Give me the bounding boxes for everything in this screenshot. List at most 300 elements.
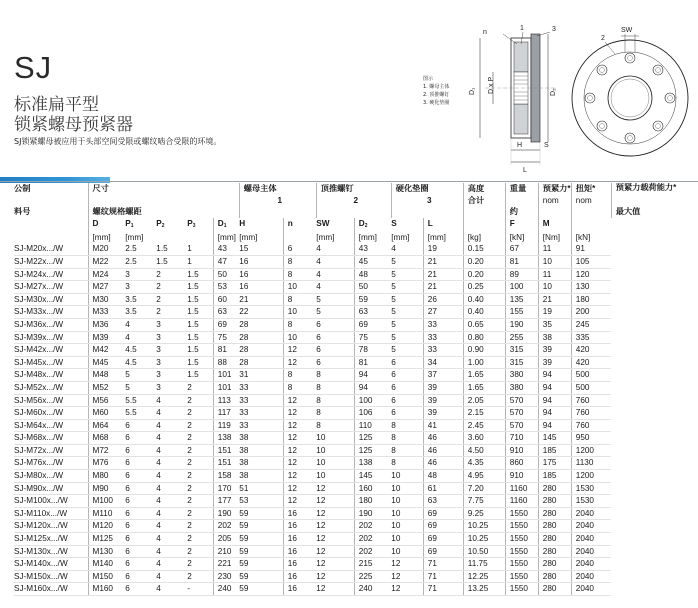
table-cell: 22 <box>239 306 283 319</box>
table-cell: 202 <box>354 520 391 533</box>
label-n: n <box>483 29 487 36</box>
col-preload: 预紧力* <box>538 183 571 195</box>
unit: [mm] <box>316 232 335 242</box>
table-cell: 69 <box>423 533 463 546</box>
table-cell: 6 <box>125 507 156 520</box>
table-cell: M30 <box>88 293 125 306</box>
table-cell: 12 <box>283 457 316 470</box>
table-cell: 2040 <box>571 520 611 533</box>
table-cell: 145 <box>354 470 391 483</box>
table-cell: 101 <box>213 381 239 394</box>
table-cell: 202 <box>213 520 239 533</box>
table-cell: 230 <box>213 570 239 583</box>
unit: [mm] <box>213 232 239 244</box>
table-cell: 2 <box>187 533 213 546</box>
table-cell: 570 <box>505 394 538 407</box>
unit: [kg] <box>463 232 505 244</box>
table-cell: M140 <box>88 558 125 571</box>
table-cell: 202 <box>354 533 391 546</box>
table-row <box>14 281 676 294</box>
table-cell: 2 <box>187 381 213 394</box>
col-metric: 公制 <box>14 184 31 193</box>
col-washer: 硬化垫圈 <box>391 183 463 195</box>
table-cell: 19 <box>423 243 463 255</box>
table-cell: 1.00 <box>463 356 505 369</box>
table-cell: 1.65 <box>463 381 505 394</box>
table-cell: 59 <box>239 558 283 571</box>
table-cell: 1160 <box>505 482 538 495</box>
table-cell: 39 <box>423 407 463 420</box>
table-cell: 255 <box>505 331 538 344</box>
table-cell: M39 <box>88 331 125 344</box>
table-cell: 910 <box>505 470 538 483</box>
table-cell: 125 <box>354 444 391 457</box>
table-cell: 4 <box>125 318 156 331</box>
table-cell: 1.5 <box>187 268 213 281</box>
table-cell: 860 <box>505 457 538 470</box>
table-cell: 3 <box>125 281 156 294</box>
table-cell: 12 <box>316 583 354 596</box>
table-cell: 16 <box>283 507 316 520</box>
table-cell: 81 <box>505 255 538 268</box>
table-cell: 21 <box>239 293 283 306</box>
group-number-1: 1 <box>239 195 316 207</box>
table-cell: 2 <box>187 570 213 583</box>
table-cell: 6 <box>125 444 156 457</box>
table-cell: 94 <box>538 407 571 420</box>
table-cell: 6 <box>283 243 316 255</box>
table-cell: 280 <box>538 570 571 583</box>
table-cell: 21 <box>423 255 463 268</box>
part-number-cell: SJ-M68x.../W <box>14 432 88 445</box>
technical-drawing <box>445 22 695 177</box>
table-cell: 81 <box>213 344 239 357</box>
table-cell: 26 <box>423 293 463 306</box>
table-row <box>14 407 676 420</box>
table-cell: 0.15 <box>463 243 505 255</box>
table-cell: 71 <box>423 558 463 571</box>
table-cell: 43 <box>213 243 239 255</box>
part-number-cell: SJ-M30x.../W <box>14 293 88 306</box>
table-cell: 94 <box>354 381 391 394</box>
table-cell: M160 <box>88 583 125 596</box>
table-cell: 10 <box>391 545 423 558</box>
table-cell: 10 <box>316 470 354 483</box>
table-cell: 2.5 <box>125 243 156 255</box>
table-cell: 21 <box>423 268 463 281</box>
table-cell: 1550 <box>505 545 538 558</box>
table-cell: 39 <box>423 394 463 407</box>
symbol: P <box>156 218 162 228</box>
table-cell: 130 <box>571 281 611 294</box>
table-cell: 910 <box>505 444 538 457</box>
table-cell: 2.5 <box>125 255 156 268</box>
table-cell: 2.45 <box>463 419 505 432</box>
table-cell: 6 <box>391 394 423 407</box>
part-number-cell: SJ-M20x.../W <box>14 243 88 255</box>
front-view <box>572 34 688 156</box>
symbol: L <box>427 218 433 228</box>
table-cell: 6 <box>391 356 423 369</box>
table-cell: 12 <box>283 470 316 483</box>
part-number-cell: SJ-M90x.../W <box>14 482 88 495</box>
part-number-cell: SJ-M27x.../W <box>14 281 88 294</box>
table-cell: 67 <box>505 243 538 255</box>
table-row <box>14 470 676 483</box>
table-cell: 88 <box>213 356 239 369</box>
table-cell: 59 <box>239 533 283 546</box>
table-cell: 8 <box>283 318 316 331</box>
table-row <box>14 444 676 457</box>
table-cell: 210 <box>213 545 239 558</box>
table-cell: 33 <box>423 318 463 331</box>
table-cell: 155 <box>505 306 538 319</box>
table-cell: 4 <box>156 520 187 533</box>
table-cell: 420 <box>571 356 611 369</box>
table-cell: 2.15 <box>463 407 505 420</box>
table-cell: 75 <box>213 331 239 344</box>
table-cell: 28 <box>239 344 283 357</box>
table-cell: 28 <box>239 356 283 369</box>
part-number-cell: SJ-M45x.../W <box>14 356 88 369</box>
table-cell: 59 <box>239 507 283 520</box>
table-cell: 2 <box>187 419 213 432</box>
table-cell: 4 <box>156 457 187 470</box>
table-cell: 6 <box>391 381 423 394</box>
label-d1: D₁ <box>469 87 476 95</box>
part-number-cell: SJ-M125x.../W <box>14 533 88 546</box>
table-cell: 12 <box>283 419 316 432</box>
table-cell: M60 <box>88 407 125 420</box>
table-cell: 33 <box>239 381 283 394</box>
table-cell: 202 <box>354 545 391 558</box>
table-cell: 6 <box>391 407 423 420</box>
table-cell: M22 <box>88 255 125 268</box>
unit: [mm] <box>354 232 391 244</box>
table-cell: 38 <box>239 432 283 445</box>
table-cell: 33 <box>239 419 283 432</box>
table-cell: 39 <box>538 356 571 369</box>
table-cell: 138 <box>213 432 239 445</box>
part-number-cell: SJ-M24x.../W <box>14 268 88 281</box>
symbol-sub: 1 <box>130 222 134 229</box>
table-cell: 380 <box>505 369 538 382</box>
table-cell: 35 <box>538 318 571 331</box>
part-number-cell: SJ-M22x.../W <box>14 255 88 268</box>
table-row <box>14 432 676 445</box>
table-cell: 71 <box>423 583 463 596</box>
table-cell: 4 <box>156 495 187 508</box>
table-cell: 4.95 <box>463 470 505 483</box>
table-cell: 43 <box>354 243 391 255</box>
table-cell: 2 <box>187 457 213 470</box>
table-cell: 63 <box>213 306 239 319</box>
symbol: P <box>125 218 131 228</box>
table-cell: M20 <box>88 243 125 255</box>
table-cell: 46 <box>423 432 463 445</box>
table-cell: 5 <box>391 344 423 357</box>
col-torque: 扭矩* <box>571 183 611 195</box>
part-number-cell: SJ-M80x.../W <box>14 470 88 483</box>
table-cell: 38 <box>239 444 283 457</box>
label-1: 1 <box>520 25 524 32</box>
table-cell: 10 <box>538 255 571 268</box>
table-cell: 1200 <box>571 444 611 457</box>
product-subtitle: 标准扁平型 <box>14 95 99 115</box>
table-cell: 6 <box>316 356 354 369</box>
table-cell: 1.5 <box>187 293 213 306</box>
table-cell: 8 <box>283 381 316 394</box>
table-cell: 6 <box>125 457 156 470</box>
height-sub: 合计 <box>463 195 505 207</box>
table-cell: 710 <box>505 432 538 445</box>
table-cell: 4 <box>156 470 187 483</box>
table-cell: 760 <box>571 394 611 407</box>
table-cell: 315 <box>505 344 538 357</box>
table-cell: 63 <box>354 306 391 319</box>
table-cell: 8 <box>316 407 354 420</box>
table-cell: 38 <box>538 331 571 344</box>
part-number-cell: SJ-M160x.../W <box>14 583 88 596</box>
table-cell: 180 <box>571 293 611 306</box>
table-cell: 119 <box>213 419 239 432</box>
part-number-cell: SJ-M56x.../W <box>14 394 88 407</box>
table-cell: 280 <box>538 520 571 533</box>
table-cell: M120 <box>88 520 125 533</box>
table-cell: 94 <box>538 419 571 432</box>
table-cell: 12 <box>316 482 354 495</box>
table-cell: 16 <box>283 583 316 596</box>
table-cell: 1550 <box>505 570 538 583</box>
table-cell: 1550 <box>505 533 538 546</box>
table-cell: 12 <box>316 520 354 533</box>
table-cell: 570 <box>505 407 538 420</box>
table-cell: 200 <box>571 306 611 319</box>
table-cell: 16 <box>239 268 283 281</box>
table-cell: 16 <box>239 281 283 294</box>
table-cell: 45 <box>354 255 391 268</box>
unit: [mm] <box>88 232 125 244</box>
label-dxp: D x P <box>488 76 495 94</box>
table-cell: 46 <box>423 457 463 470</box>
table-cell: 6 <box>125 419 156 432</box>
table-cell: 570 <box>505 419 538 432</box>
table-cell: 2 <box>187 394 213 407</box>
symbol: H <box>239 218 246 228</box>
table-cell: 3 <box>125 268 156 281</box>
table-cell: 280 <box>538 482 571 495</box>
table-cell: 6 <box>125 570 156 583</box>
capacity-sub: 最大值 <box>611 206 676 218</box>
part-number-cell: SJ-M42x.../W <box>14 344 88 357</box>
table-cell: 0.90 <box>463 344 505 357</box>
page-title: SJ <box>14 50 53 85</box>
table-row <box>14 293 676 306</box>
table-cell: 5.5 <box>125 394 156 407</box>
part-number-cell: SJ-M110x.../W <box>14 507 88 520</box>
table-cell: 33 <box>423 344 463 357</box>
table-cell: 91 <box>571 243 611 255</box>
table-cell: 12 <box>283 495 316 508</box>
table-cell: 5 <box>391 281 423 294</box>
table-cell: 100 <box>354 394 391 407</box>
table-cell: 1550 <box>505 583 538 596</box>
table-cell: 59 <box>239 570 283 583</box>
table-cell: 12 <box>316 533 354 546</box>
label-sw: SW <box>621 27 633 34</box>
table-cell: 8 <box>316 394 354 407</box>
table-cell: 3 <box>156 369 187 382</box>
table-row <box>14 381 676 394</box>
table-cell: 16 <box>239 255 283 268</box>
table-cell: 94 <box>538 369 571 382</box>
table-cell: 185 <box>538 444 571 457</box>
table-cell: 6 <box>125 558 156 571</box>
part-number-cell: SJ-M72x.../W <box>14 444 88 457</box>
table-cell: 5 <box>316 306 354 319</box>
table-cell: - <box>187 583 213 596</box>
table-cell: 11.75 <box>463 558 505 571</box>
group-number-3: 3 <box>391 195 463 207</box>
table-cell: 6 <box>125 583 156 596</box>
table-cell: 205 <box>213 533 239 546</box>
table-cell: 3 <box>156 356 187 369</box>
table-row <box>14 495 676 508</box>
table-cell: 10 <box>391 533 423 546</box>
table-cell: 94 <box>354 369 391 382</box>
unit: [Nm] <box>538 232 571 244</box>
group-number-2: 2 <box>316 195 391 207</box>
table-cell: 4 <box>156 545 187 558</box>
table-cell: 4 <box>156 482 187 495</box>
table-cell: 1.5 <box>187 344 213 357</box>
table-cell: 10 <box>283 331 316 344</box>
table-cell: 280 <box>538 533 571 546</box>
table-cell: 2 <box>156 293 187 306</box>
table-cell: 240 <box>354 583 391 596</box>
part-number-cell: SJ-M39x.../W <box>14 331 88 344</box>
table-cell: 8 <box>316 419 354 432</box>
table-cell: 69 <box>423 520 463 533</box>
spec-table-body <box>14 243 676 595</box>
table-cell: 2 <box>187 470 213 483</box>
table-cell: 145 <box>538 432 571 445</box>
unit: [mm] <box>125 232 144 242</box>
part-number-cell: SJ-M130x.../W <box>14 545 88 558</box>
table-cell: 2 <box>187 507 213 520</box>
table-cell: 12 <box>283 356 316 369</box>
table-cell: 175 <box>538 457 571 470</box>
table-cell: 110 <box>354 419 391 432</box>
table-cell: 10 <box>283 281 316 294</box>
table-cell: 5 <box>125 369 156 382</box>
table-cell: 1160 <box>505 495 538 508</box>
table-row <box>14 520 676 533</box>
table-cell: 69 <box>423 545 463 558</box>
table-cell: 47 <box>213 255 239 268</box>
table-cell: 28 <box>239 331 283 344</box>
table-cell: 2 <box>187 495 213 508</box>
table-cell: 0.25 <box>463 281 505 294</box>
table-cell: 89 <box>505 268 538 281</box>
group-header-row <box>14 183 676 195</box>
table-cell: 1 <box>187 243 213 255</box>
table-cell: 46 <box>423 444 463 457</box>
table-cell: 180 <box>354 495 391 508</box>
table-cell: 16 <box>283 545 316 558</box>
table-cell: 2 <box>187 558 213 571</box>
table-cell: 1.5 <box>187 331 213 344</box>
table-cell: 8 <box>283 293 316 306</box>
table-cell: 1200 <box>571 470 611 483</box>
legend-item: 1. 螺母主体 <box>423 84 450 90</box>
table-cell: 38 <box>239 457 283 470</box>
table-cell: 1130 <box>571 457 611 470</box>
table-cell: 4 <box>156 394 187 407</box>
table-cell: 1.5 <box>187 306 213 319</box>
table-cell: 420 <box>571 344 611 357</box>
table-row <box>14 507 676 520</box>
table-cell: 177 <box>213 495 239 508</box>
table-cell: 8 <box>391 419 423 432</box>
table-cell: 10.50 <box>463 545 505 558</box>
table-cell: 117 <box>213 407 239 420</box>
table-cell: 51 <box>239 482 283 495</box>
table-row <box>14 268 676 281</box>
table-cell: 10.25 <box>463 533 505 546</box>
table-cell: 1.5 <box>187 356 213 369</box>
table-row <box>14 558 676 571</box>
table-row <box>14 583 676 596</box>
table-cell: 2 <box>156 306 187 319</box>
table-cell: 5 <box>316 293 354 306</box>
table-cell: 6 <box>125 432 156 445</box>
table-cell: 2 <box>187 482 213 495</box>
label-2: 2 <box>601 35 605 42</box>
symbol-sub: 1 <box>223 222 227 229</box>
table-row <box>14 255 676 268</box>
table-cell: 10 <box>391 482 423 495</box>
table-cell: 10 <box>316 444 354 457</box>
table-cell: 2 <box>187 432 213 445</box>
table-cell: 41 <box>423 419 463 432</box>
table-cell: 33 <box>423 331 463 344</box>
table-cell: 245 <box>571 318 611 331</box>
table-cell: 3.5 <box>125 293 156 306</box>
table-cell: 75 <box>354 331 391 344</box>
table-cell: 760 <box>571 419 611 432</box>
col-height: 高度 <box>463 183 505 195</box>
table-cell: 11 <box>538 268 571 281</box>
table-cell: 8 <box>283 268 316 281</box>
torque-sub: nom <box>571 195 611 207</box>
table-cell: 8 <box>283 255 316 268</box>
table-cell: 1.5 <box>156 255 187 268</box>
table-cell: 4 <box>156 419 187 432</box>
table-cell: 280 <box>538 558 571 571</box>
table-cell: 59 <box>354 293 391 306</box>
table-cell: 34 <box>423 356 463 369</box>
table-cell: 12 <box>283 344 316 357</box>
table-cell: 4 <box>125 331 156 344</box>
table-cell: 59 <box>239 520 283 533</box>
table-row <box>14 545 676 558</box>
table-cell: 6 <box>125 520 156 533</box>
table-cell: 6 <box>316 318 354 331</box>
table-cell: 1530 <box>571 495 611 508</box>
table-cell: 4 <box>316 243 354 255</box>
table-cell: 16 <box>283 570 316 583</box>
